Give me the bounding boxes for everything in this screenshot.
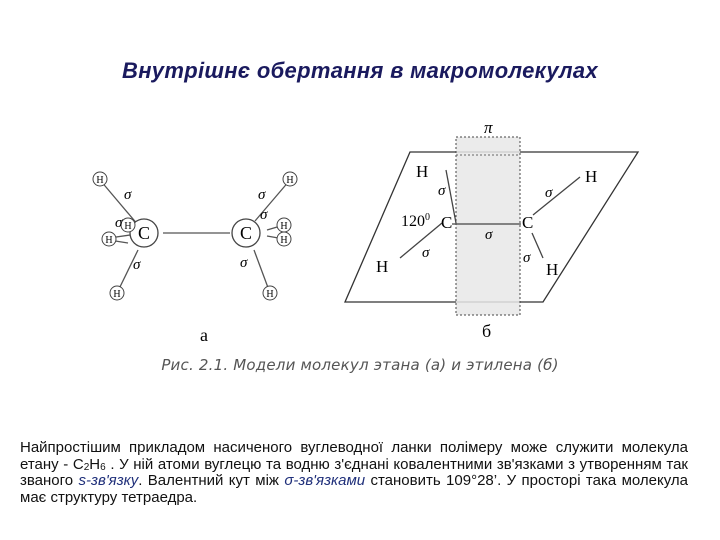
ethane-hydrogen-8: H — [266, 289, 274, 300]
molecule-diagram — [80, 115, 660, 355]
ethylene-hydrogen-2: H — [585, 167, 598, 186]
figure-caption: Рис. 2.1. Модели молекул этана (а) и этилена (б) — [161, 356, 559, 374]
ethylene-angle-label: $120^0$ — [401, 212, 430, 230]
svg-text:σ: σ — [438, 183, 446, 199]
svg-text:σ: σ — [115, 215, 123, 231]
svg-text:σ: σ — [258, 187, 266, 203]
ethylene-hydrogen-1: H — [416, 162, 429, 181]
ethane-part-label: а — [200, 325, 208, 345]
ethylene-pi-label: π — [484, 118, 493, 137]
svg-text:σ: σ — [133, 257, 141, 273]
svg-text:σ: σ — [124, 187, 132, 203]
svg-text:σ: σ — [485, 227, 493, 243]
s-bond-term: s-зв'язку — [78, 472, 139, 489]
svg-text:σ: σ — [260, 207, 268, 223]
ethane-hydrogen-4: H — [113, 289, 121, 300]
ethylene-hydrogen-4: H — [546, 260, 559, 279]
ethane-hydrogen-2: H — [124, 221, 132, 232]
body-paragraph: Найпростішим прикладом насиченого вуглеводної ланки полімеру може служити молекула етану - $С_2Н_6$ . У ній атоми вуглецю та водню з'єднані ковалентними зв'язками з утворенням так званого s-зв'язку. Валентний кут між σ-зв'язками становить 109°28’. У просторі така молекула має структуру тетраедра. — [20, 439, 688, 506]
ethane-hydrogen-6: H — [280, 221, 288, 232]
ethane-hydrogen-5: H — [286, 175, 294, 186]
ethane-carbon-2-label: C — [239, 223, 253, 243]
ethylene-hydrogen-3: H — [376, 257, 389, 276]
svg-text:σ: σ — [240, 255, 248, 271]
svg-text:σ: σ — [422, 245, 430, 261]
slide-title: Внутрішнє обертання в макромолекулах — [122, 58, 598, 83]
ethylene-carbon-1-label: C — [441, 213, 453, 232]
svg-text:σ: σ — [545, 185, 553, 201]
ethane-hydrogen-1: H — [96, 175, 104, 186]
ethylene-part-label: б — [482, 321, 492, 341]
pi-plane — [456, 137, 520, 315]
molecule-figure — [80, 115, 660, 355]
ethane-carbon-1-label: C — [137, 223, 151, 243]
sigma-bond-term: σ-зв'язками — [284, 472, 366, 489]
ethane-hydrogen-7: H — [280, 235, 288, 246]
ethylene-model — [345, 118, 638, 341]
ethylene-carbon-2-label: C — [522, 213, 534, 232]
ethane-hydrogen-3: H — [105, 235, 113, 246]
svg-text:σ: σ — [523, 250, 531, 266]
